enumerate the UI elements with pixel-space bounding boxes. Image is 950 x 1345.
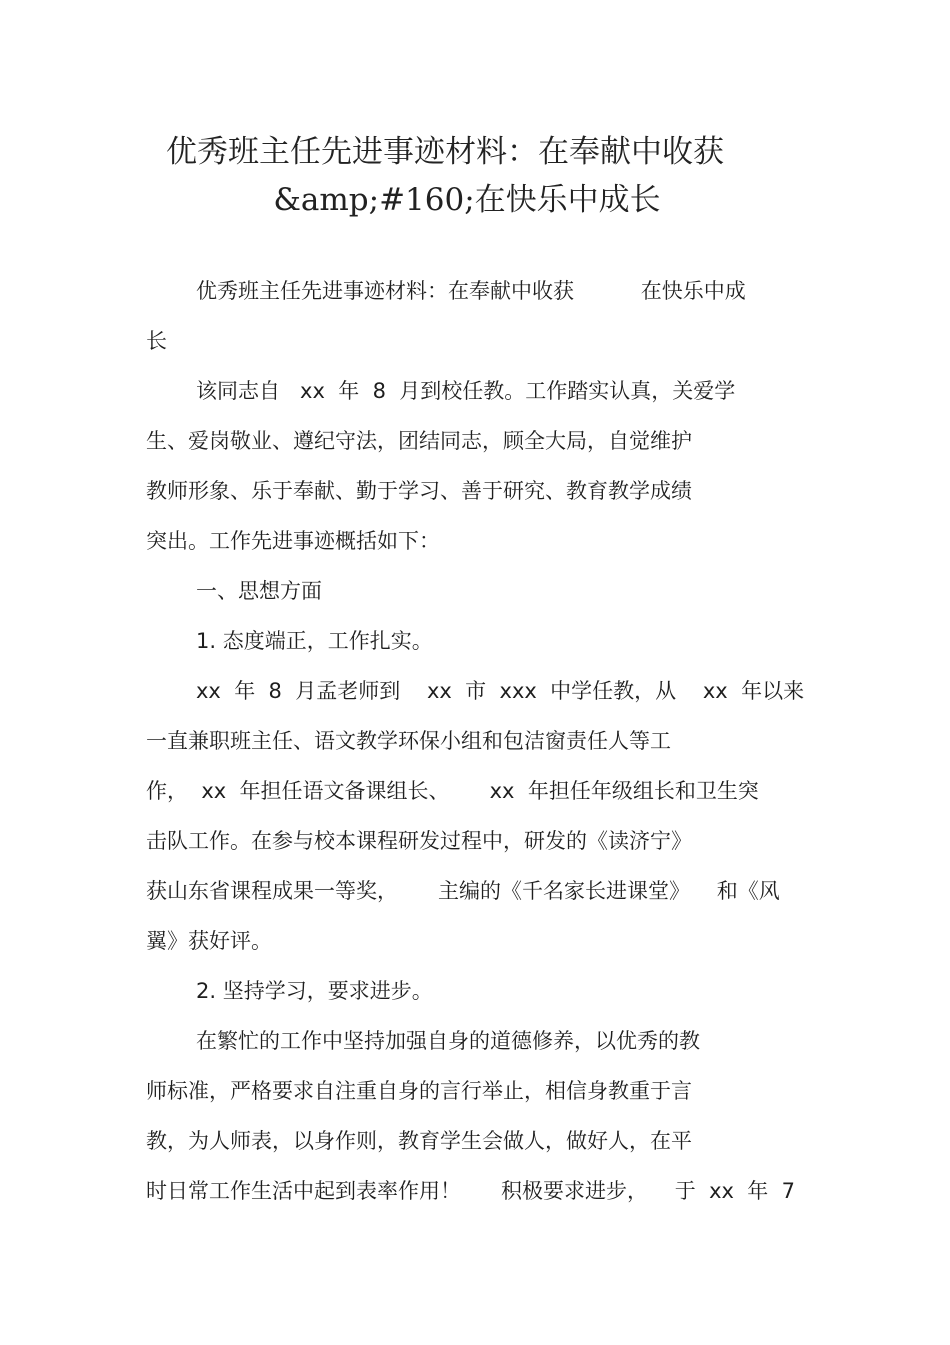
paragraph-line: 翼》获好评。 (146, 929, 272, 953)
document-title-line-2: &amp;#160;在快乐中成长 (273, 182, 661, 218)
subsection-heading: 1. 态度端正，工作扎实。 (196, 629, 433, 653)
document-title-line-1: 优秀班主任先进事迹材料：在奉献中收获 (166, 134, 724, 170)
paragraph-line: 该同志自 xx 年 8 月到校任教。工作踏实认真，关爱学 (196, 379, 736, 403)
paragraph-line: 师标准，严格要求自注重自身的言行举止，相信身教重于言 (146, 1079, 692, 1103)
paragraph-line: 教，为人师表，以身作则，教育学生会做人，做好人，在平 (146, 1129, 692, 1153)
paragraph-line: 时日常工作生活中起到表率作用！ 积极要求进步， 于 xx 年 7 (146, 1179, 796, 1203)
paragraph-line: 长 (146, 329, 167, 353)
paragraph-line: xx 年 8 月孟老师到 xx 市 xxx 中学任教，从 xx 年以来 (196, 679, 805, 703)
paragraph-line: 生、爱岗敬业、遵纪守法，团结同志，顾全大局，自觉维护 (146, 429, 692, 453)
paragraph-line: 获山东省课程成果一等奖， 主编的《千名家长进课堂》 和《风 (146, 879, 780, 903)
subsection-heading: 2. 坚持学习，要求进步。 (196, 979, 433, 1003)
paragraph-line: 击队工作。在参与校本课程研发过程中，研发的《读济宁》 (146, 829, 692, 853)
section-heading: 一、思想方面 (196, 579, 322, 603)
paragraph-line: 作， xx 年担任语文备课组长、 xx 年担任年级组长和卫生突 (146, 779, 759, 803)
paragraph-line: 突出。工作先进事迹概括如下： (146, 529, 440, 553)
paragraph-line: 优秀班主任先进事迹材料：在奉献中收获 在快乐中成 (196, 279, 746, 303)
paragraph-line: 一直兼职班主任、语文教学环保小组和包洁窗责任人等工 (146, 729, 671, 753)
paragraph-line: 教师形象、乐于奉献、勤于学习、善于研究、教育教学成绩 (146, 479, 692, 503)
paragraph-line: 在繁忙的工作中坚持加强自身的道德修养，以优秀的教 (196, 1029, 700, 1053)
